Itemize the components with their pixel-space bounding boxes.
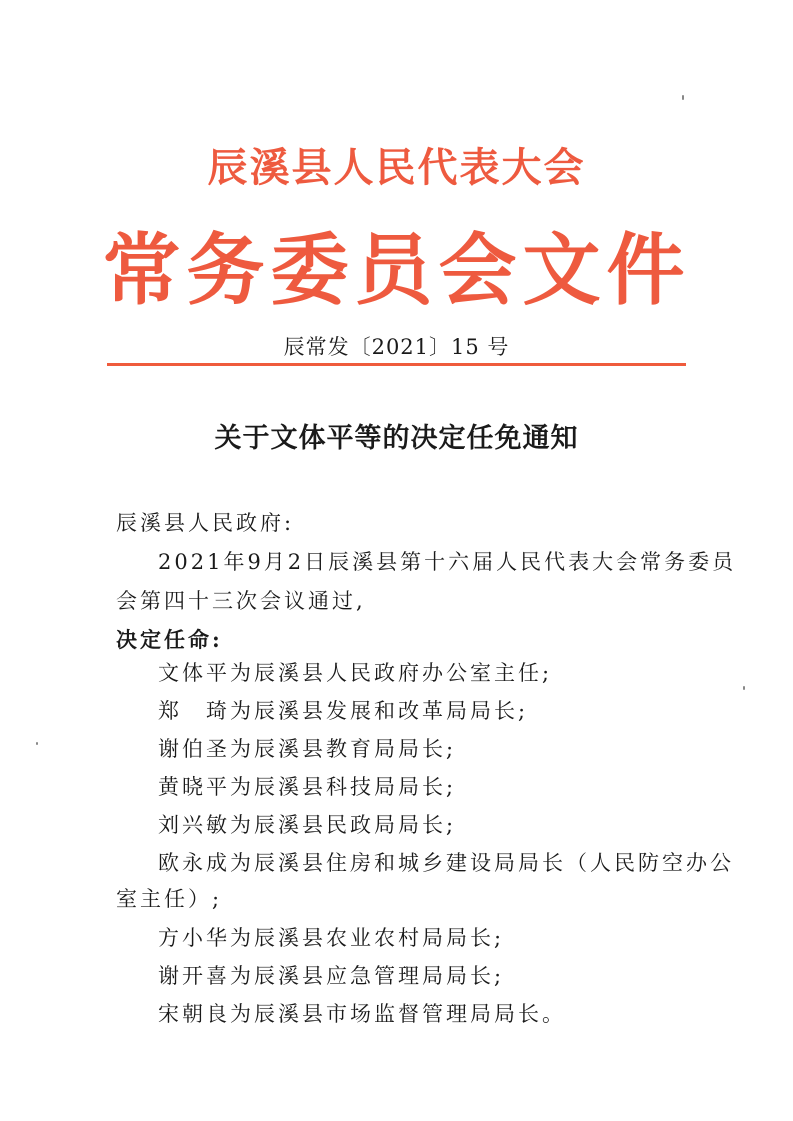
scan-speck: [36, 742, 38, 745]
appointment-item: 谢开喜为辰溪县应急管理局局长;: [158, 964, 505, 988]
appointment-item: 郑 琦为辰溪县发展和改革局局长;: [158, 699, 529, 723]
addressee: 辰溪县人民政府:: [116, 511, 295, 535]
header-divider-rule: [107, 363, 686, 366]
notice-title: 关于文体平等的决定任免通知: [214, 423, 579, 454]
appointment-item: 欧永成为辰溪县住房和城乡建设局局长（人民防空办公: [158, 851, 734, 875]
appointment-item: 黄晓平为辰溪县科技局局长;: [158, 775, 457, 799]
decision-label: 决定任命:: [116, 627, 223, 652]
appointment-item-continuation: 室主任）;: [116, 887, 223, 911]
appointment-item: 谢伯圣为辰溪县教育局局长;: [158, 737, 457, 761]
scan-speck: [682, 95, 684, 100]
appointment-item: 宋朝良为辰溪县市场监督管理局局长。: [158, 1002, 566, 1026]
scan-speck: [743, 686, 745, 690]
intro-line-1: 2021年9月2日辰溪县第十六届人民代表大会常务委员: [158, 550, 737, 574]
issuing-authority-header: 辰溪县人民代表大会: [207, 144, 586, 191]
document-type-header: 常务委员会文件: [102, 225, 691, 316]
document-number: 辰常发〔2021〕15 号: [283, 335, 510, 359]
appointment-item: 文体平为辰溪县人民政府办公室主任;: [158, 661, 553, 685]
appointment-item: 刘兴敏为辰溪县民政局局长;: [158, 813, 457, 837]
appointment-item: 方小华为辰溪县农业农村局局长;: [158, 926, 505, 950]
intro-line-2: 会第四十三次会议通过,: [116, 589, 366, 613]
